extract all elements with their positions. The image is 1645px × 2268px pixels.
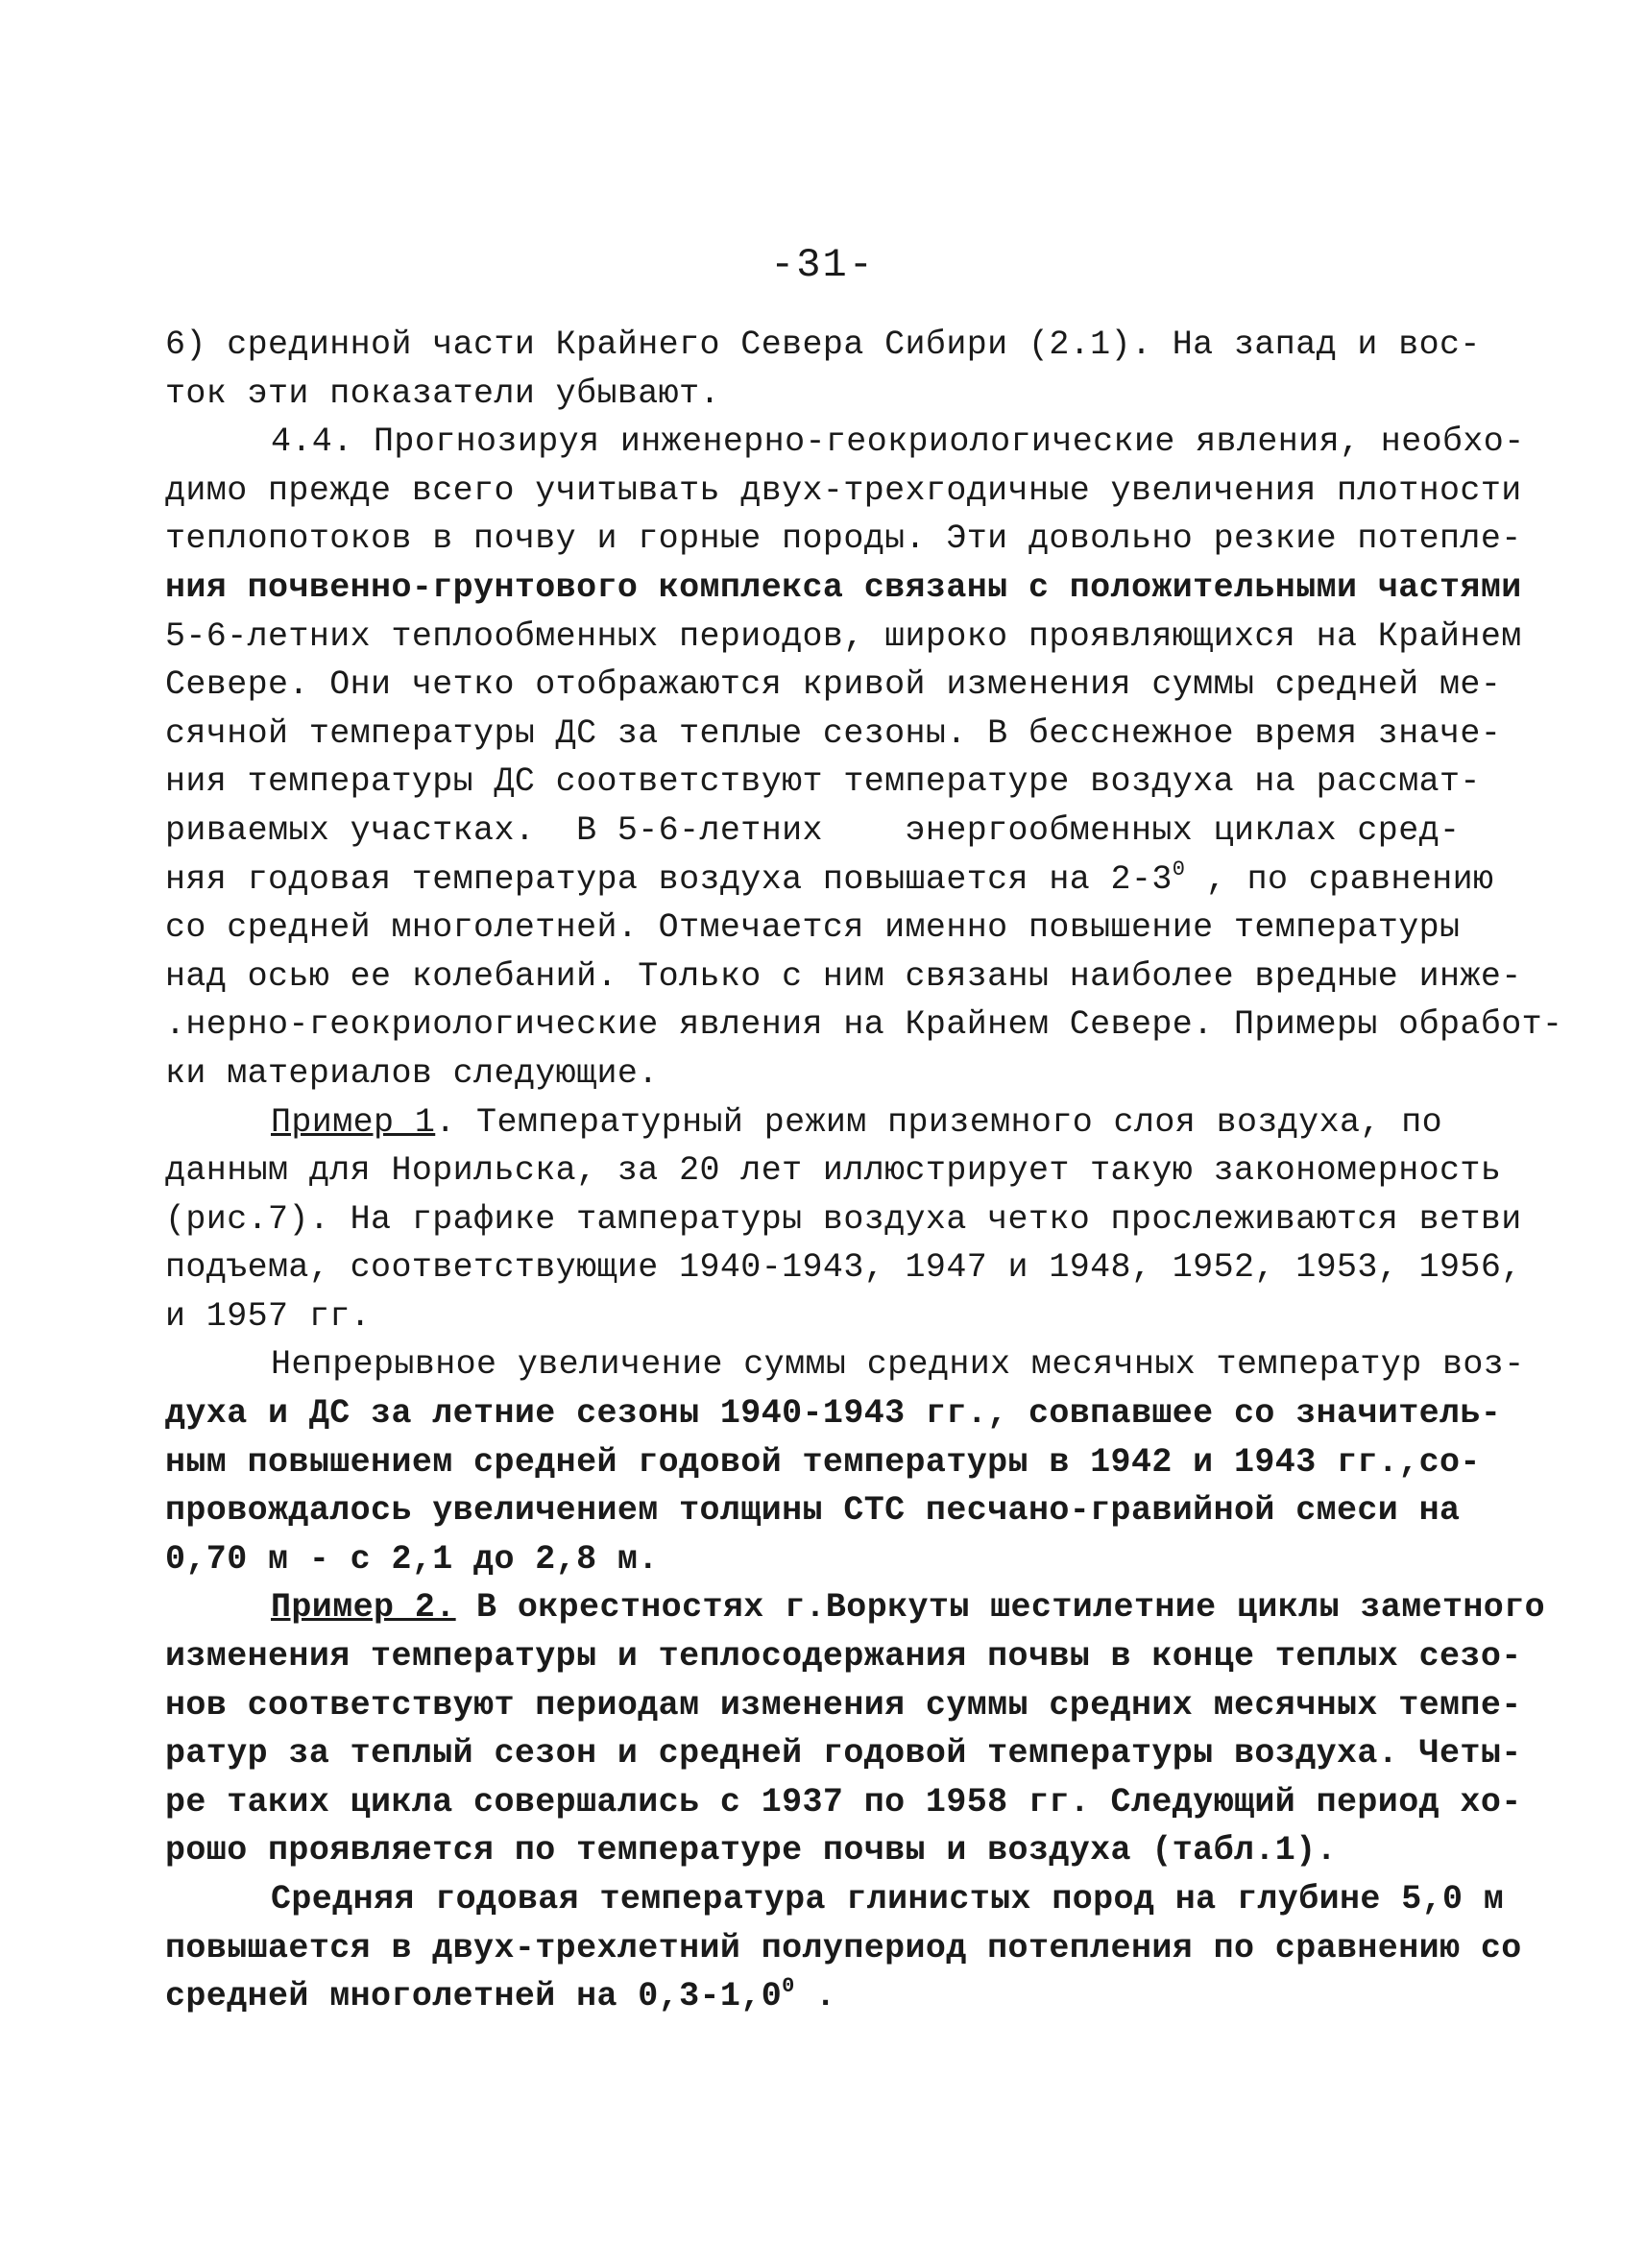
text-line: Севере. Они четко отображаются кривой изменения суммы средней ме- <box>165 665 1502 705</box>
text-line: .нерно-геокриологические явления на Крайнем Севере. Примеры обработ- <box>165 1005 1563 1045</box>
text-line: 5-6-летних теплообменных периодов, широко проявляющихся на Крайнем <box>165 616 1522 656</box>
paragraph-start-line: Непрерывное увеличение суммы средних месячных температур воз- <box>271 1345 1525 1385</box>
line-text: . <box>794 1977 836 2016</box>
line-text: , по сравнению <box>1185 859 1494 899</box>
text-line: риваемых участках. В 5-6-летних энергообменных циклах сред- <box>165 810 1461 850</box>
degree-superscript: 0 <box>782 1974 795 1999</box>
text-line: теплопотоков в почву и горные породы. Эти довольно резкие потепле- <box>165 519 1522 559</box>
text-line: 6) срединной части Крайнего Севера Сибири (2.1). На запад и вос- <box>165 326 1481 364</box>
page-number: -31- <box>770 242 875 288</box>
body-text <box>165 321 1563 2021</box>
text-line: повышается в двух-трехлетний полупериод потепления по сравнению со <box>165 1928 1522 1967</box>
text-line: изменения температуры и теплосодержания почвы в конце теплых сезо- <box>165 1637 1522 1677</box>
text-line: ния почвенно-грунтового комплекса связаны с положительными частями <box>165 567 1522 607</box>
text-line: 0,70 м - с 2,1 до 2,8 м. <box>165 1539 659 1579</box>
text-line: ки материалов следующие. <box>165 1053 659 1093</box>
example-2-line <box>165 1583 1546 1632</box>
text-line: над осью ее колебаний. Только с ним связаны наиболее вредные инже- <box>165 956 1522 996</box>
text-line-with-superscript <box>165 856 1494 905</box>
text-line: ток эти показатели убывают. <box>165 374 720 413</box>
example-1-line <box>165 1098 1490 1147</box>
example-1-heading: Пример 1 <box>271 1102 436 1142</box>
line-text: няя годовая температура воздуха повышается на 2-3 <box>165 859 1173 899</box>
text-line: подъема, соответствующие 1940-1943, 1947 и 1948, 1952, 1953, 1956, <box>165 1248 1522 1288</box>
text-line-with-superscript <box>165 1972 1490 2021</box>
text-line: ния температуры ДС соответствуют температуре воздуха на рассмат- <box>165 762 1481 802</box>
degree-superscript: 0 <box>1172 857 1186 881</box>
text-line: димо прежде всего учитывать двух-трехгодичные увеличения плотности <box>165 470 1522 510</box>
text-line: духа и ДС за летние сезоны 1940-1943 гг., совпавшее со значитель- <box>165 1394 1502 1434</box>
text-line: данным для Норильска, за 20 лет иллюстрирует такую закономерность <box>165 1151 1502 1191</box>
text-line: рошо проявляется по температуре почвы и воздуха (табл.1). <box>165 1831 1337 1870</box>
text-line: и 1957 гг. <box>165 1296 372 1336</box>
paragraph-start-line: Средняя годовая температура глинистых пород на глубине 5,0 м <box>271 1880 1505 1918</box>
text-line: ратур за теплый сезон и средней годовой температуры воздуха. Четы- <box>165 1734 1522 1773</box>
text-line: (рис.7). На графике тампературы воздуха четко прослеживаются ветви <box>165 1199 1522 1239</box>
text-line: со средней многолетней. Отмечается именно повышение температуры <box>165 908 1461 948</box>
line-text: . Температурный режим приземного слоя воздуха, по <box>435 1102 1443 1142</box>
text-line: ным повышением средней годовой температуры в 1942 и 1943 гг.,со- <box>165 1442 1481 1482</box>
text-line: провождалось увеличением толщины СТС песчано-гравийной смеси на <box>165 1491 1461 1531</box>
text-line: ре таких цикла совершались с 1937 по 1958 гг. Следующий период хо- <box>165 1782 1522 1822</box>
line-text: В окрестностях г.Воркуты шестилетние циклы заметного <box>455 1588 1546 1628</box>
text-line: сячной температуры ДС за теплые сезоны. В бесснежное время значе- <box>165 713 1502 753</box>
example-2-heading: Пример 2. <box>271 1588 456 1628</box>
text-line: нов соответствуют периодам изменения суммы средних месячных темпе- <box>165 1685 1522 1725</box>
paragraph-start-line: 4.4. Прогнозируя инженерно-геокриологические явления, необхо- <box>271 422 1525 462</box>
line-text: средней многолетней на 0,3-1,0 <box>165 1977 783 2016</box>
